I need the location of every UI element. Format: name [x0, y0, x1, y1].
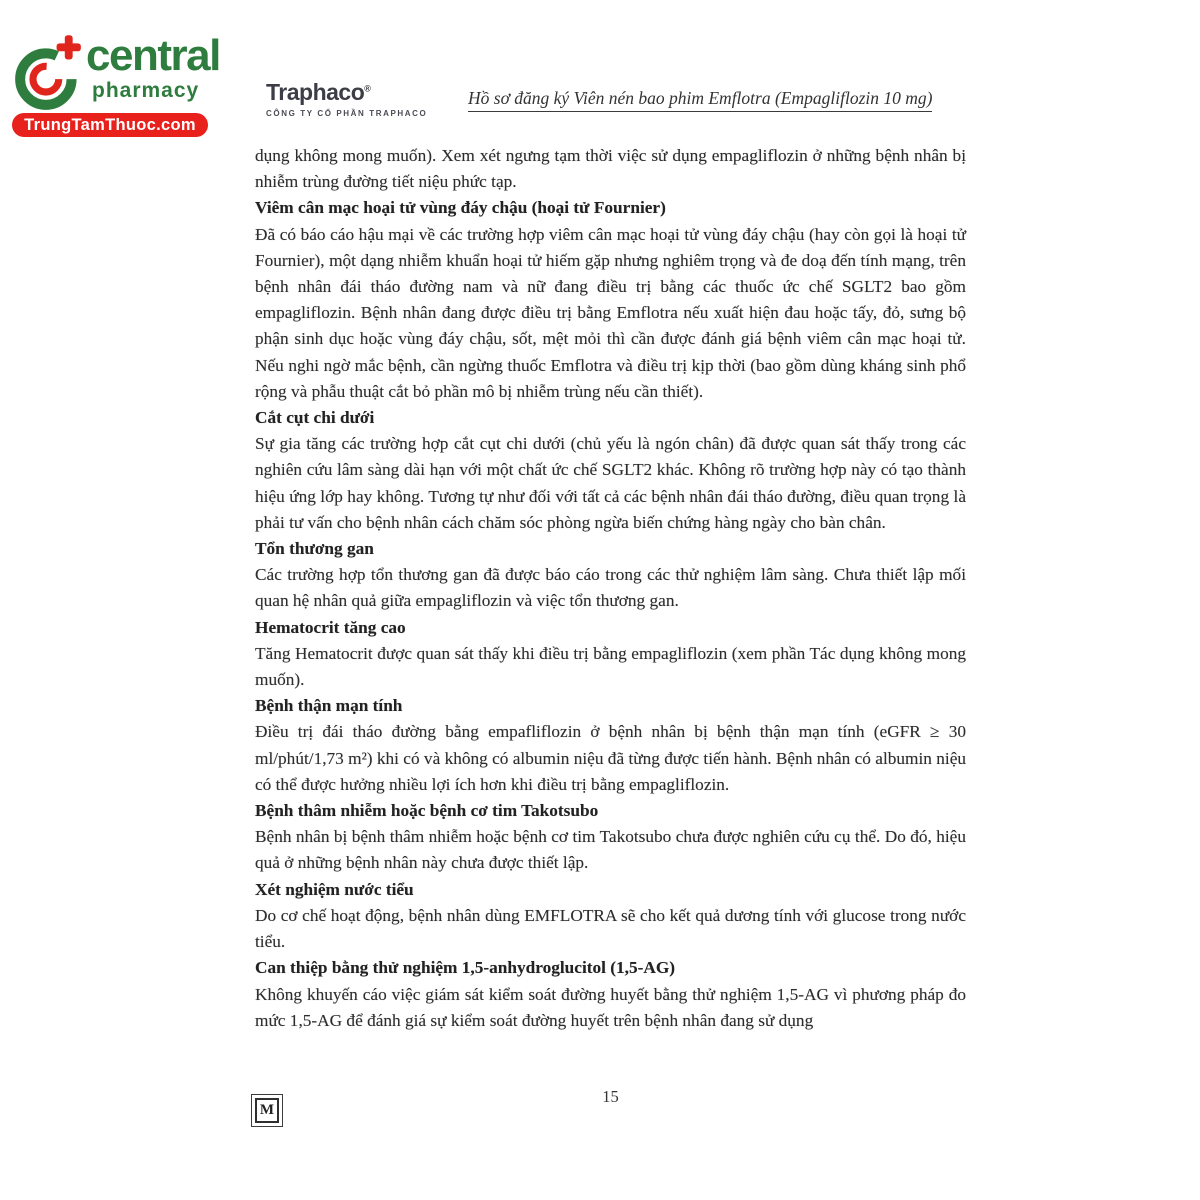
company-name: Traphaco® — [266, 79, 371, 105]
registered-mark: ® — [364, 83, 371, 94]
section-heading: Cắt cụt chi dưới — [255, 408, 375, 428]
body-paragraph: dụng không mong muốn). Xem xét ngưng tạm thời việc sử dụng empagliflozin ở những bệnh nhân bị nhiễm trùng đường tiết niệu phức tạp. — [255, 146, 966, 192]
section-heading: Can thiệp bằng thử nghiệm 1,5-anhydroglucitol (1,5-AG) — [255, 958, 676, 978]
m-stamp — [251, 1094, 283, 1127]
body-paragraph: Các trường hợp tổn thương gan đã được báo cáo trong các thử nghiệm lâm sàng. Chưa thiết lập mối quan hệ nhân quả giữa empagliflozin và việc tổn thương gan. — [255, 565, 966, 611]
section-heading: Xét nghiệm nước tiểu — [255, 879, 414, 899]
body-paragraph: Đã có báo cáo hậu mại về các trường hợp viêm cân mạc hoại tử vùng đáy chậu (hay còn gọi là hoại tử Fournier), một dạng nhiễm khuẩn hoại tử hiếm gặp nhưng nghiêm trọng và đe doạ đến tính mạng, trên bệnh nhân đái tháo đường nam và nữ đang điều trị bằng các thuốc ức chế SGLT2 bao gồm empagliflozin. Bệnh nhân đang được điều trị bằng Emflotra nếu xuất hiện đau hoặc tấy, đỏ, sưng bộ phận sinh dục hoặc vùng đáy chậu, sốt, mệt mỏi thì cần được đánh giá bệnh viêm cân mạc hoại tử. Nếu nghi ngờ mắc bệnh, cần ngừng thuốc Emflotra và điều trị kịp thời (bao gồm dùng kháng sinh phổ rộng và phẫu thuật cắt bỏ phần mô bị nhiễm trùng nếu cần thiết). — [255, 224, 966, 401]
company-subtitle: CÔNG TY CỔ PHẦN TRAPHACO — [266, 109, 428, 119]
body-paragraph: Không khuyến cáo việc giám sát kiểm soát đường huyết bằng thử nghiệm 1,5-AG vì phương pháp đo mức 1,5-AG để đánh giá sự kiểm soát đường huyết trên bệnh nhân đang sử dụng — [255, 984, 966, 1030]
section-heading: Tổn thương gan — [255, 539, 374, 559]
m-stamp-letter: M — [255, 1098, 279, 1123]
body-paragraph: Do cơ chế hoạt động, bệnh nhân dùng EMFLOTRA sẽ cho kết quả dương tính với glucose trong nước tiểu. — [255, 905, 966, 952]
brand-subtitle: pharmacy — [92, 79, 200, 102]
page-number: 15 — [602, 1087, 619, 1106]
section-heading: Viêm cân mạc hoại tử vùng đáy chậu (hoại tử Fournier) — [255, 198, 666, 218]
section-heading: Hematocrit tăng cao — [255, 617, 406, 637]
document-title: Hồ sơ đăng ký Viên nén bao phim Emflotra (Empagliflozin 10 mg) — [468, 88, 968, 109]
section-heading: Bệnh thâm nhiễm hoặc bệnh cơ tim Takotsubo — [255, 801, 599, 821]
central-pharmacy-icon — [12, 32, 84, 112]
traphaco-logo — [266, 80, 446, 118]
body-paragraph: Điều trị đái tháo đường bằng empafliflozin ở bệnh nhân bị bệnh thận mạn tính (eGFR ≥ 30 ml/phút/1,73 m²) khi có và không có albumin niệu đã từng được tiến hành. Bệnh nhân có albumin niệu có thể được hưởng nhiều lợi ích hơn khi điều trị bằng empagliflozin. — [255, 722, 966, 794]
body-paragraph: Tăng Hematocrit được quan sát thấy khi điều trị bằng empagliflozin (xem phần Tác dụng không mong muốn). — [255, 643, 966, 690]
site-badge: TrungTamThuoc.com — [12, 113, 208, 137]
brand-name: central — [86, 31, 220, 80]
section-heading: Bệnh thận mạn tính — [255, 696, 403, 716]
document-body — [255, 143, 966, 1034]
central-pharmacy-logo — [8, 26, 223, 144]
body-paragraph: Sự gia tăng các trường hợp cắt cụt chi dưới (chủ yếu là ngón chân) đã được quan sát thấy trong các nghiên cứu lâm sàng dài hạn với một chất ức chế SGLT2 khác. Không rõ trường hợp này có tạo thành hiệu ứng lớp hay không. Tương tự như đối với tất cả các bệnh nhân đái tháo đường, điều quan trọng là phải tư vấn cho bệnh nhân cách chăm sóc phòng ngừa biến chứng hàng ngày cho bàn chân. — [255, 434, 966, 532]
body-paragraph: Bệnh nhân bị bệnh thâm nhiễm hoặc bệnh cơ tim Takotsubo chưa được nghiên cứu cụ thể. Do đó, hiệu quả ở những bệnh nhân này chưa được thiết lập. — [255, 827, 966, 873]
